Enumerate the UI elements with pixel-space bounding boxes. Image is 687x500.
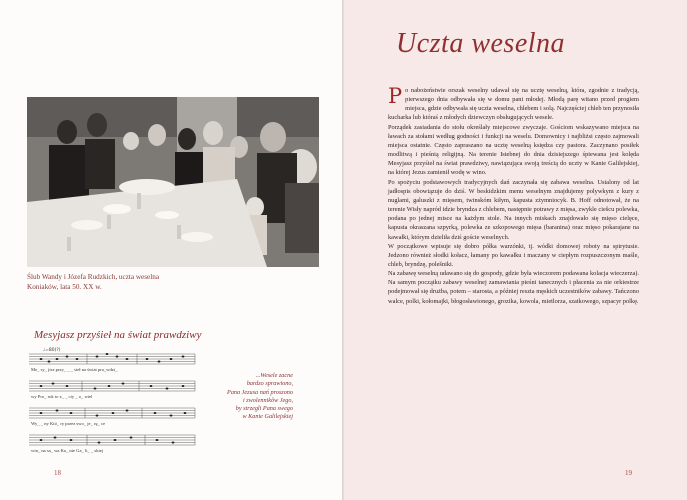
caption-line: Koniaków, lata 50. XX w. [27, 283, 102, 291]
quote-line: ...Wesele zacne [255, 372, 293, 379]
body-paragraph [388, 123, 639, 178]
photo-caption [27, 272, 267, 292]
body-paragraph [388, 86, 639, 123]
music-score [27, 346, 199, 458]
body-paragraph [388, 269, 639, 306]
body-text [388, 86, 639, 306]
score-lyric-line: Me_ sy_ jisz przy_ _ _ sieł na świat pra_wdzi_ [31, 367, 118, 372]
score-lyric-line: Wy_ _ ny Któ_ ry przez swo_ je_ rę_ ce [31, 421, 106, 426]
quote-line: by strzegli Pana swego [235, 405, 293, 413]
music-score-drawing [27, 346, 199, 458]
paragraph-text: Po spożyciu podstawowych tradycyjnych dań zaczynała się zabawa weselna. Ustalony od lat jadłospis obowiązuje do dziś. W beskidzkim menu weselnym znajdujemy polywkym z kury z nuglami, galuszki z mięsem, twinskóm kiłym, kapusta zżymniocyk. B. Hoff odnotował, że na terenie Wisły napród idzie bryndza z chlebem, następnie potrawy z mięsa, zwykle ciešcu polewka, podana po jednej misce na każdym stole. Na innych miskach znajdowało się mięso cielęce, kapusta okraszana szpyrką, polewka ze szkopowego mięsa (baranina) oraz mięso pokarajane na kawałki, którym dzieliła dziś goście weselnych. [388, 178, 639, 241]
side-quote [203, 372, 293, 422]
quote-line: bardzo sprawiono, [246, 380, 293, 388]
page-number-right: 19 [625, 469, 632, 477]
wedding-feast-photo-drawing [27, 97, 319, 267]
paragraph-text: Na zabawę weselną udawano się do gospody, gdzie była wieczorem podawana kolacja wieczerza). Na samym początku zabawy weselnej zamawiania pieśni tanecznych i płacenia za nie orkiestrze podejmował się drużba, potem – starosta, a później reszta męskich uczestników zabawy. Tańczono walce, polki, kołomajki, błogosławionego, grozika, kowola, mietlorza, szatkowego, szpacyr polkę. [388, 270, 639, 305]
paragraph-text: W początkowe wpisuje się dobro półka warzónki, tj. wódki domowej roboty na spirytusie. Jedzono również słodki kołacz, łamany po kawałku i maczany w ciepłym rozpuszczonym maśle, chleb, bryndzę, polešniki. [388, 242, 639, 268]
quote-line: w Kanie Galilejskiej [242, 413, 293, 421]
right-page [344, 0, 687, 500]
score-lyric-line: wy Pro_ rok to z_ _ ciy _ o_ wiel [31, 394, 93, 399]
paragraph-text: Porządek zasiadania do stołu określały miejscowe zwyczaje. Gościom wskazywano miejsca na ławach za stołami według godności i funkcji na weselu. Domownicy i najbliżsi często zajmowali miejsca ostatnie. Często zapraszano na ucztę weselną księdza czy pastora. Zaczynano posiłek modlitwą i pieśnią religijną. Na terenie Istebnej do dnia dzisiejszego śpiewana jest kolęda Mesyjasz przyśieł na świat prawdziwy, nawiązująca swoją treścią do uczty w Kanie Galilejskiej, na której Jezus zamienił wodę w wino. [388, 123, 639, 177]
left-page [0, 0, 343, 500]
chapter-title: Uczta weselna [396, 28, 566, 59]
quote-line: i zwolennikôw Jego, [242, 396, 293, 404]
wedding-feast-photo [27, 97, 319, 267]
quote-line: Pana Jezusa nań proszono [227, 388, 293, 396]
score-lyric-line: win_ na sa_ wa Ka_ nie Ga_ li_ _ skiej [31, 448, 104, 453]
dropcap: P [388, 84, 403, 108]
body-paragraph [388, 242, 639, 269]
body-paragraph [388, 178, 639, 242]
tempo-marking: ♩=80(?) [43, 348, 61, 353]
page-number-left: 18 [54, 469, 61, 477]
song-title: Mesyjasz przyśieł na świat prawdziwy [34, 329, 202, 341]
caption-line: Ślub Wandy i Józefa Rudzkich, uczta weselna [27, 273, 160, 281]
paragraph-text: o nabożeństwie orszak weselny udawał się na ucztę weselną, która, zgodnie z tradycją, pierwszego dnia odbywała się w domu pani młodej. Młodą parę witano przed progiem miejsca, gdzie odbywała się uczta weselna, chlebem i solą. Najczęściej chleb ten przynosiła kucharka lub któraś z młodych dziewczyn obsługujących wesele. [388, 87, 639, 122]
